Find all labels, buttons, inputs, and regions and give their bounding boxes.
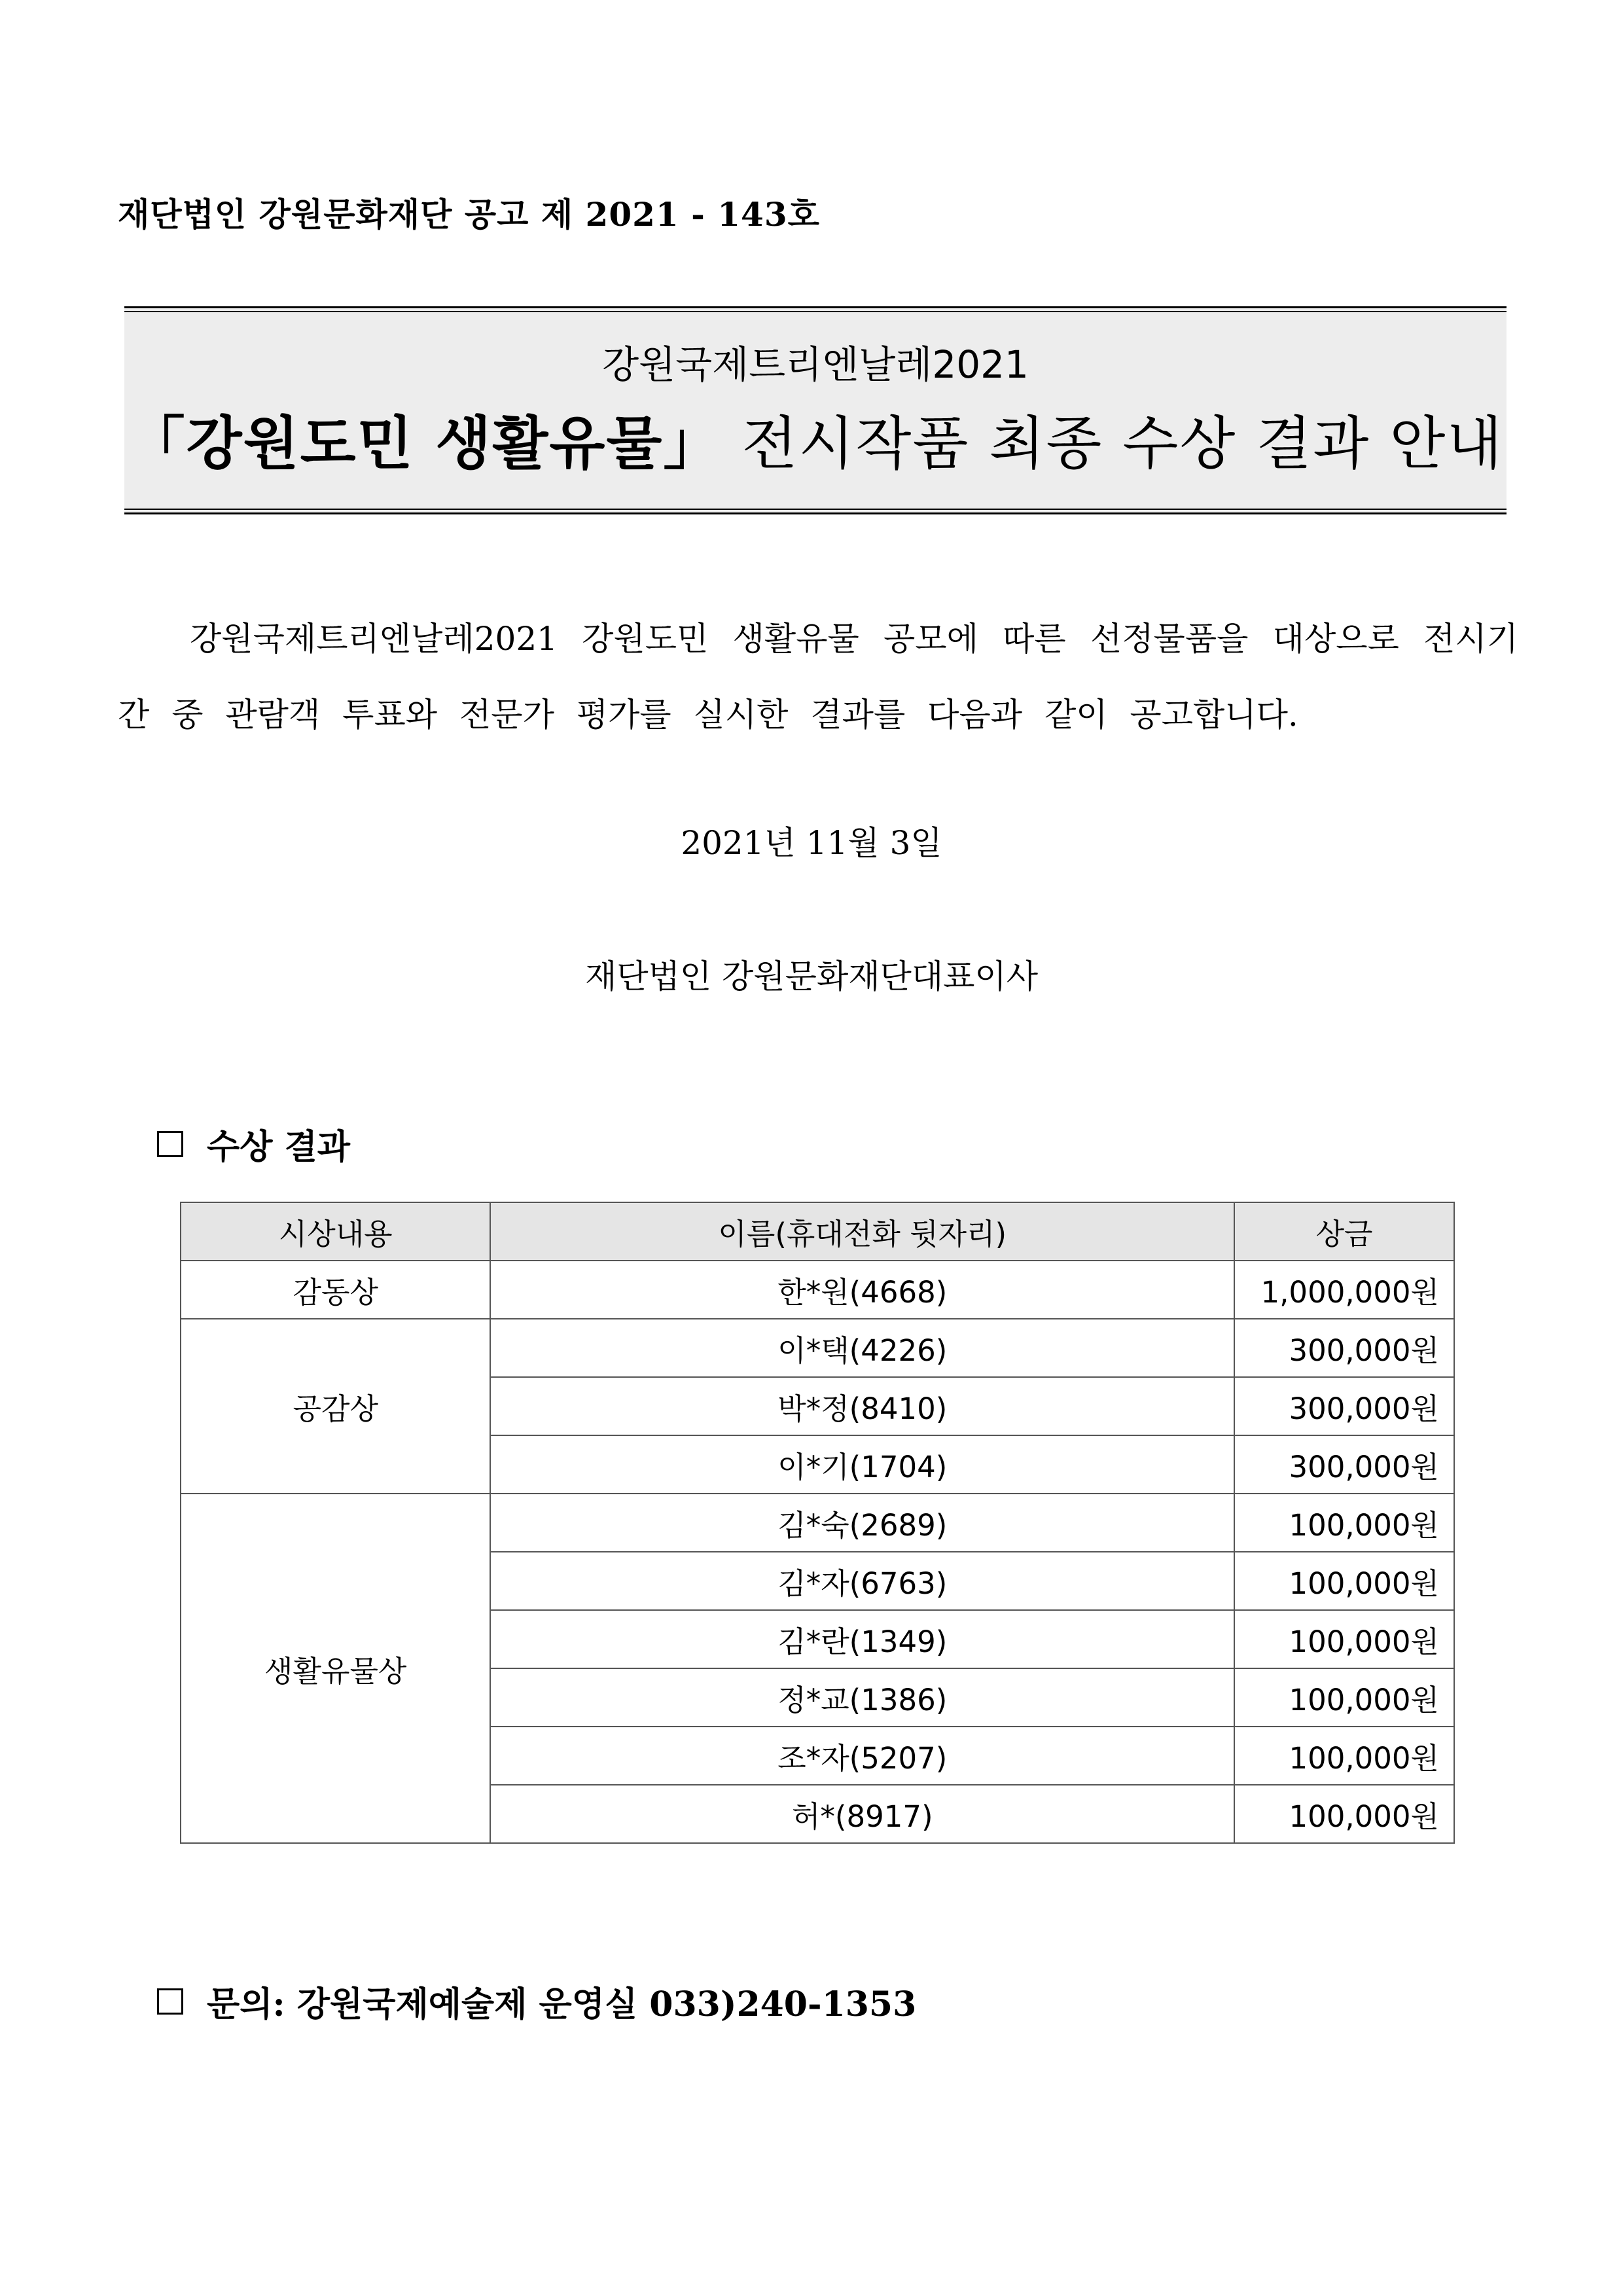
category-cell: 생활유물상 — [181, 1494, 490, 1843]
title-bottom-rule-inner — [124, 509, 1507, 510]
prize-cell: 100,000원 — [1234, 1552, 1454, 1610]
winner-name-cell: 김*숙(2689) — [490, 1494, 1234, 1552]
prize-cell: 100,000원 — [1234, 1494, 1454, 1552]
prize-cell: 100,000원 — [1234, 1727, 1454, 1785]
category-cell: 공감상 — [181, 1319, 490, 1494]
table-row — [181, 1319, 1454, 1377]
category-cell: 감동상 — [181, 1261, 490, 1319]
contact-text: 문의: 강원국제예술제 운영실 033)240-1353 — [207, 1984, 917, 2024]
winner-name-cell: 허*(8917) — [490, 1785, 1234, 1843]
winner-name-cell: 정*교(1386) — [490, 1668, 1234, 1727]
title-top-rule-inner — [124, 311, 1507, 312]
issuer: 재단법인 강원문화재단대표이사 — [584, 958, 1039, 996]
title-box — [124, 306, 1507, 514]
notice-date: 2021년 11월 3일 — [681, 824, 942, 862]
winner-name-cell: 박*정(8410) — [490, 1377, 1234, 1435]
title-top-rule-outer — [124, 306, 1507, 308]
prize-cell: 300,000원 — [1234, 1319, 1454, 1377]
prize-cell: 100,000원 — [1234, 1785, 1454, 1843]
checkbox-icon — [157, 1988, 183, 2015]
title-line-1: 강원국제트리엔날레2021 — [602, 342, 1029, 387]
winner-name-cell: 이*기(1704) — [490, 1435, 1234, 1494]
column-header-name: 이름(휴대전화 뒷자리) — [490, 1202, 1234, 1261]
checkbox-icon — [157, 1131, 183, 1157]
notice-number: 재단법인 강원문화재단 공고 제 2021 - 143호 — [118, 195, 820, 234]
title-line-2-rest: 전시작품 최종 수상 결과 안내 — [741, 410, 1504, 477]
results-heading-text: 수상 결과 — [207, 1127, 351, 1167]
title-line-2 — [124, 398, 1507, 480]
column-header-prize: 상금 — [1234, 1202, 1454, 1261]
prize-cell: 300,000원 — [1234, 1377, 1454, 1435]
prize-cell: 1,000,000원 — [1234, 1261, 1454, 1319]
winner-name-cell: 김*란(1349) — [490, 1610, 1234, 1668]
results-section-heading — [157, 1119, 350, 1168]
awards-table — [180, 1202, 1455, 1844]
winner-name-cell: 이*택(4226) — [490, 1319, 1234, 1377]
prize-cell: 100,000원 — [1234, 1610, 1454, 1668]
prize-cell: 100,000원 — [1234, 1668, 1454, 1727]
winner-name-cell: 한*원(4668) — [490, 1261, 1234, 1319]
contact-section — [157, 1977, 916, 2026]
winner-name-cell: 조*자(5207) — [490, 1727, 1234, 1785]
table-row — [181, 1494, 1454, 1552]
body-paragraph: 강원국제트리엔날레2021 강원도민 생활유물 공모에 따른 선정물품을 대상으로 전시기간 중 관람객 투표와 전문가 평가를 실시한 결과를 다음과 같이 공고합니다. — [118, 620, 1518, 734]
title-bottom-rule-outer — [124, 512, 1507, 514]
table-row — [181, 1261, 1454, 1319]
title-line-2-bold: 「강원도민 생활유물」 — [127, 410, 722, 477]
table-header-row — [181, 1202, 1454, 1261]
column-header-category: 시상내용 — [181, 1202, 490, 1261]
prize-cell: 300,000원 — [1234, 1435, 1454, 1494]
winner-name-cell: 김*자(6763) — [490, 1552, 1234, 1610]
